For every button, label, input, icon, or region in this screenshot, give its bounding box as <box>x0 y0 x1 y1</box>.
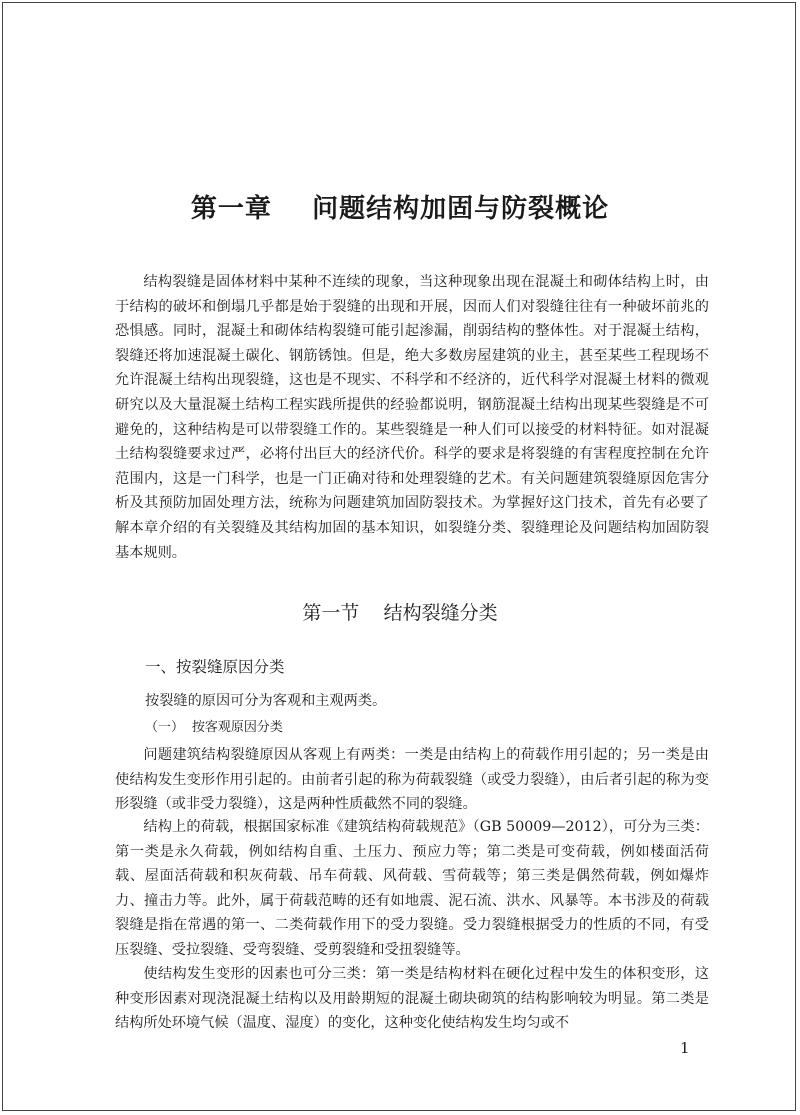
section-title: 第一节 结构裂缝分类 <box>302 602 498 624</box>
subheading-objective: （一） 按客观原因分类 <box>145 720 283 735</box>
heading-cause-classification: 一、按裂缝原因分类 <box>145 658 285 676</box>
body-paragraph-3: 使结构发生变形的因素也可分三类：第一类是结构材料在硬化过程中发生的体积变形，这种变形因素对现浇混凝土结构以及用龄期短的混凝土砌块砌筑的结构影响较为明显。第二类是结构所处环境气候（温度、湿度）的变化，这种变化使结构发生均匀或不 <box>115 966 709 1032</box>
chapter-title: 第一章 问题结构加固与防裂概论 <box>190 194 610 224</box>
body-paragraph-2: 结构上的荷载，根据国家标准《建筑结构荷载规范》（GB 50009—2012），可分为三类：第一类是永久荷载，例如结构自重、土压力、预应力等；第二类是可变荷载，例如楼面活荷载、屋面活荷载和积灰荷载、吊车荷载、风荷载、雪荷载等；第三类是偶然荷载，例如爆炸力、撞击力等。此外，属于荷载范畴的还有如地震、泥石流、洪水、风暴等。本书涉及的荷载裂缝是指在常遇的第一、二类荷载作用下的受力裂缝。受力裂缝根据受力的性质的不同，有受压裂缝、受拉裂缝、受弯裂缝、受剪裂缝和受扭裂缝等。 <box>115 819 709 958</box>
lead-paragraph: 按裂缝的原因可分为客观和主观两类。 <box>145 693 387 709</box>
page-number: 1 <box>680 1039 690 1057</box>
intro-paragraph: 结构裂缝是固体材料中某种不连续的现象，当这种现象出现在混凝土和砌体结构上时，由于结构的破坏和倒塌几乎都是始于裂缝的出现和开展，因而人们对裂缝往往有一种破坏前兆的恐惧感。同时，混凝土和砌体结构裂缝可能引起渗漏，削弱结构的整体性。对于混凝土结构，裂缝还将加速混凝土碳化、钢筋锈蚀。但是，绝大多数房屋建筑的业主，甚至某些工程现场不允许混凝土结构出现裂缝，这也是不现实、不科学和不经济的，近代科学对混凝土材料的微观研究以及大量混凝土结构工程实践所提供的经验都说明，钢筋混凝土结构出现某些裂缝是不可避免的，这种结构是可以带裂缝工作的。某些裂缝是一种人们可以接受的材料特征。如对混凝土结构裂缝要求过严，必将付出巨大的经济代价。科学的要求是将裂缝的有害程度控制在允许范围内，这是一门科学，也是一门正确对待和处理裂缝的艺术。有关问题建筑裂缝原因危害分析及其预防加固处理方法，统称为问题建筑加固防裂技术。为掌握好这门技术，首先有必要了解本章介绍的有关裂缝及其结构加固的基本知识，如裂缝分类、裂缝理论及问题结构加固防裂基本规则。 <box>115 274 709 561</box>
body-paragraph-1: 问题建筑结构裂缝原因从客观上有两类：一类是由结构上的荷载作用引起的；另一类是由使结构发生变形作用引起的。由前者引起的称为荷载裂缝（或受力裂缝），由后者引起的称为变形裂缝（或非受力裂缝），这是两种性质截然不同的裂缝。 <box>115 747 709 813</box>
